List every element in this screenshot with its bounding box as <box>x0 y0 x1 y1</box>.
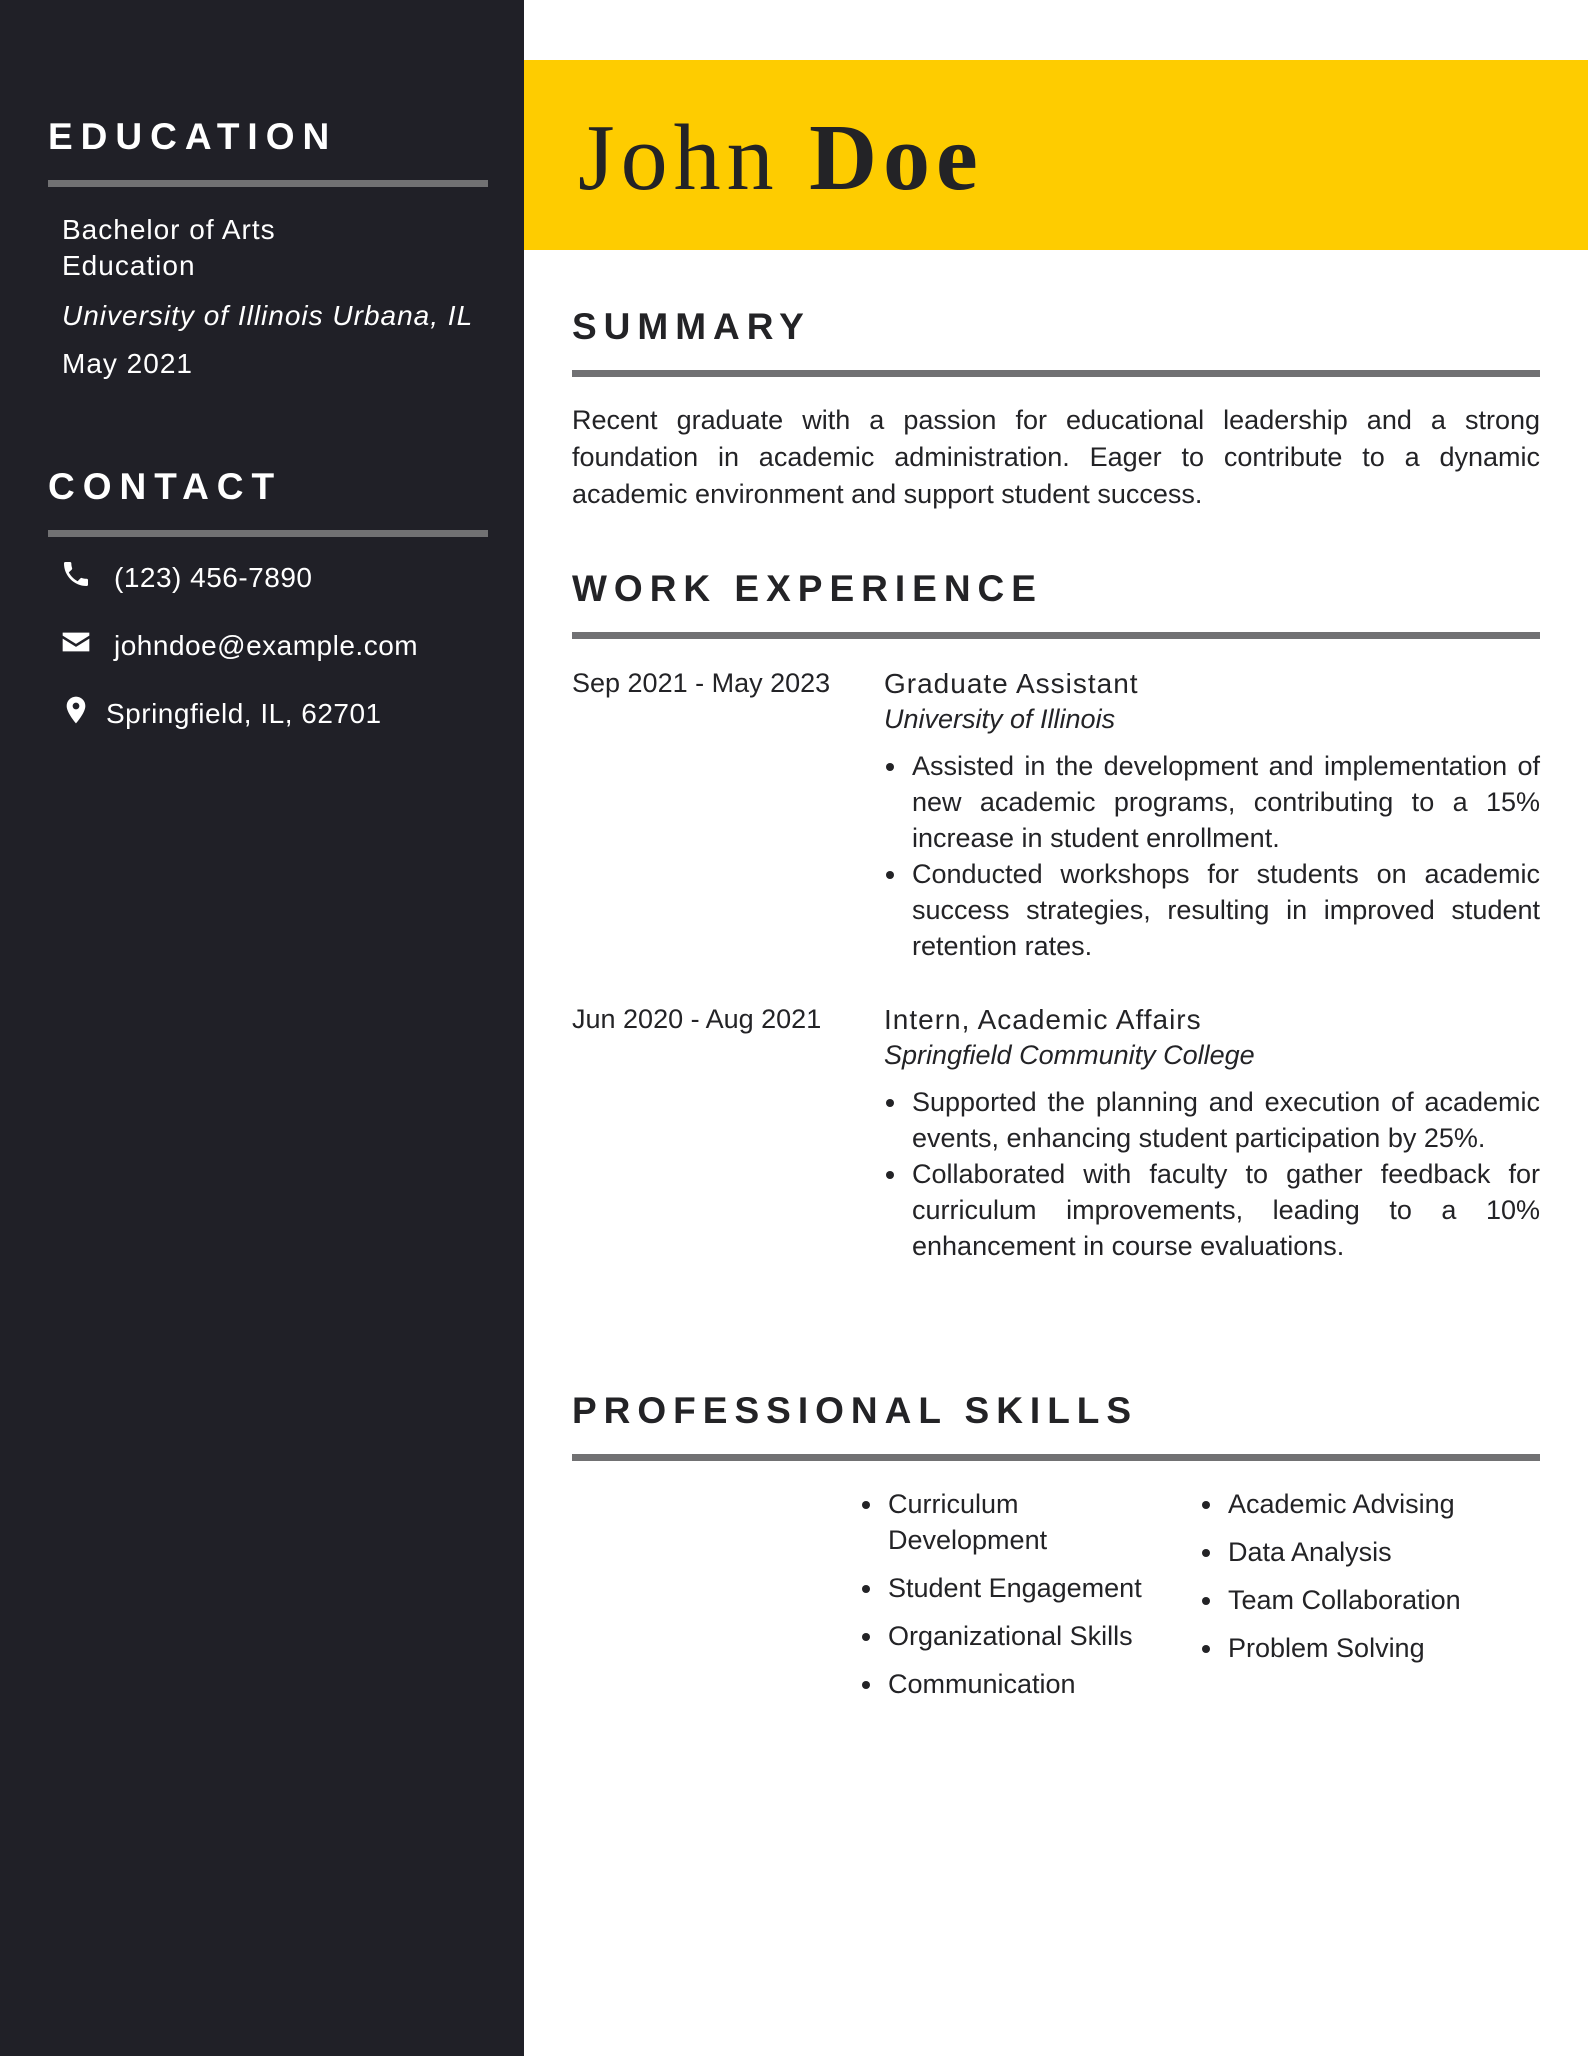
job-dates: Sep 2021 - May 2023 <box>572 668 831 698</box>
education-divider <box>48 180 488 187</box>
job-bullet-list <box>912 748 1540 964</box>
skill-item: Organizational Skills <box>888 1618 1178 1654</box>
job-dates: Jun 2020 - Aug 2021 <box>572 1004 822 1034</box>
education-school: University of Illinois Urbana, IL <box>62 300 474 331</box>
skills-list-left <box>888 1486 1178 1714</box>
job-bullet-list <box>912 1084 1540 1264</box>
location-pin-icon <box>60 694 92 726</box>
contact-heading: CONTACT <box>48 466 283 507</box>
summary-divider <box>572 370 1540 377</box>
education-heading: EDUCATION <box>48 116 338 157</box>
contact-phone[interactable]: (123) 456-7890 <box>114 562 313 593</box>
job-title: Intern, Academic Affairs <box>884 1004 1202 1035</box>
work-experience-divider <box>572 632 1540 639</box>
skills-heading: PROFESSIONAL SKILLS <box>572 1390 1139 1431</box>
job-organization: Springfield Community College <box>884 1040 1255 1070</box>
education-degree: Bachelor of Arts Education <box>62 214 276 281</box>
work-experience-heading: WORK EXPERIENCE <box>572 568 1043 609</box>
skill-item: Team Collaboration <box>1228 1582 1538 1618</box>
last-name: Doe <box>809 106 984 210</box>
skill-item: Data Analysis <box>1228 1534 1538 1570</box>
job-organization: University of Illinois <box>884 704 1116 734</box>
summary-heading: SUMMARY <box>572 306 811 347</box>
job-title: Graduate Assistant <box>884 668 1139 699</box>
skill-item: Academic Advising <box>1228 1486 1538 1522</box>
skill-item: Curriculum Development <box>888 1486 1178 1558</box>
skill-item: Problem Solving <box>1228 1630 1538 1666</box>
contact-email[interactable]: johndoe@example.com <box>114 630 419 661</box>
first-name: John <box>578 106 780 210</box>
skill-item: Communication <box>888 1666 1178 1702</box>
phone-icon <box>60 558 92 590</box>
skills-list-right <box>1228 1486 1538 1678</box>
job-bullet: Supported the planning and execution of academic events, enhancing student participation by 25%. <box>912 1084 1540 1156</box>
candidate-name <box>578 108 984 208</box>
skills-divider <box>572 1454 1540 1461</box>
job-bullet: Collaborated with faculty to gather feedback for curriculum improvements, leading to a 10% enhancement in course evaluations. <box>912 1156 1540 1264</box>
education-date: May 2021 <box>62 348 193 379</box>
skill-item: Student Engagement <box>888 1570 1178 1606</box>
contact-divider <box>48 530 488 537</box>
job-bullet: Assisted in the development and implementation of new academic programs, contributing to a 15% increase in student enrollment. <box>912 748 1540 856</box>
summary-text: Recent graduate with a passion for educational leadership and a strong foundation in academic administration. Eager to contribute to a dynamic academic environment and support student success. <box>572 405 1540 509</box>
contact-location: Springfield, IL, 62701 <box>106 698 382 729</box>
job-bullet: Conducted workshops for students on academic success strategies, resulting in improved student retention rates. <box>912 856 1540 964</box>
sidebar <box>0 0 524 2056</box>
name-banner <box>524 60 1588 250</box>
envelope-icon <box>60 626 92 658</box>
